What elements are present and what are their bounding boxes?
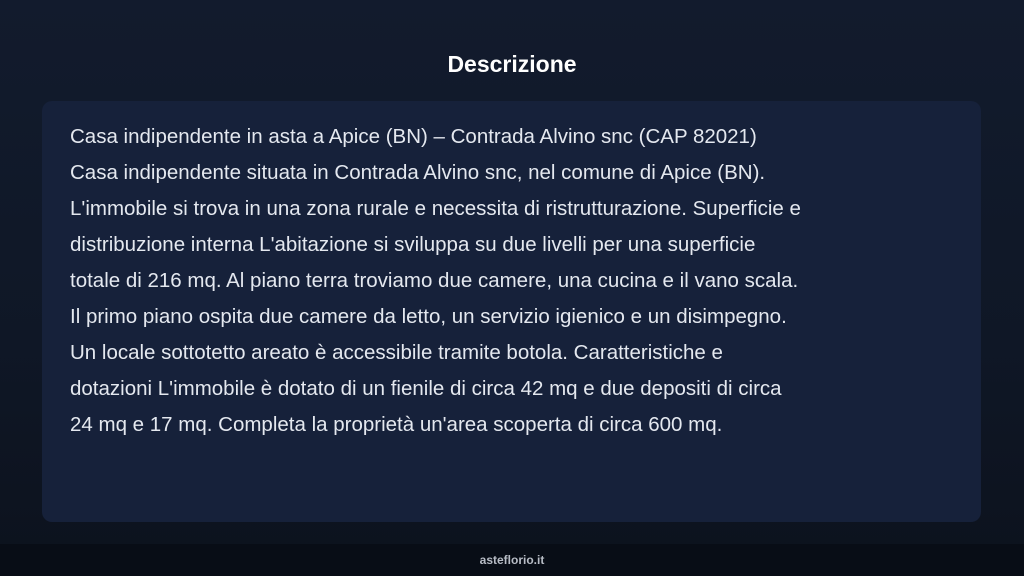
description-line: 24 mq e 17 mq. Completa la proprietà un'area scoperta di circa 600 mq. bbox=[70, 413, 723, 436]
description-line: Un locale sottotetto areato è accessibile tramite botola. Caratteristiche e bbox=[70, 341, 723, 364]
description-line: dotazioni L'immobile è dotato di un fienile di circa 42 mq e due depositi di circa bbox=[70, 377, 782, 400]
footer bbox=[0, 544, 1024, 576]
page-title: Descrizione bbox=[447, 51, 577, 77]
description-line: Casa indipendente in asta a Apice (BN) – Contrada Alvino snc (CAP 82021) bbox=[70, 125, 757, 148]
description-line: Casa indipendente situata in Contrada Alvino snc, nel comune di Apice (BN). bbox=[70, 161, 766, 184]
description-line: L'immobile si trova in una zona rurale e necessita di ristrutturazione. Superficie e bbox=[70, 197, 801, 220]
footer-site-name: asteflorio.it bbox=[479, 553, 545, 567]
description-panel bbox=[42, 101, 981, 522]
description-line: Il primo piano ospita due camere da letto, un servizio igienico e un disimpegno. bbox=[70, 305, 787, 328]
description-line: totale di 216 mq. Al piano terra troviamo due camere, una cucina e il vano scala. bbox=[70, 269, 799, 292]
description-line: distribuzione interna L'abitazione si sviluppa su due livelli per una superficie bbox=[70, 233, 756, 256]
